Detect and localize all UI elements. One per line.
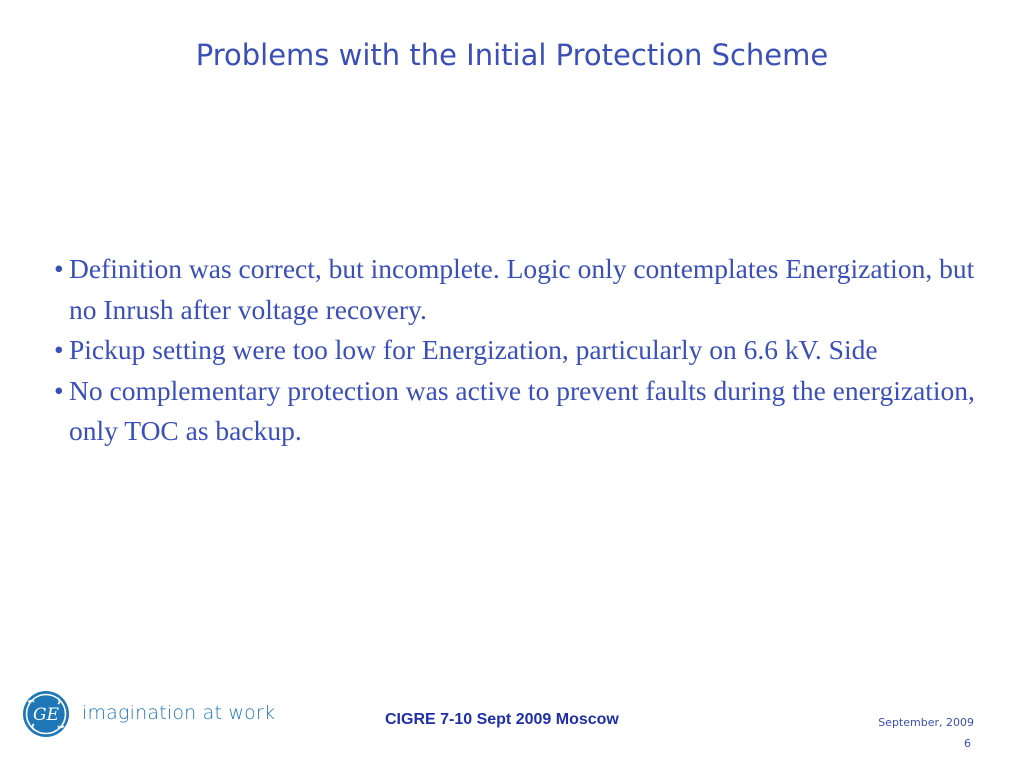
ge-logo-text: GE (33, 705, 59, 725)
tagline: imagination at work (82, 702, 276, 724)
page-number: 6 (964, 737, 971, 750)
bullet-text: Pickup setting were too low for Energization, particularly on 6.6 kV. Side (69, 334, 878, 365)
bullet-text: Definition was correct, but incomplete. Logic only contemplates Energization, but no Inrush after voltage recovery. (69, 253, 975, 325)
bullet-marker: • (54, 374, 64, 406)
ge-monogram-icon (22, 690, 70, 738)
bullet-marker: • (54, 334, 64, 365)
bullet-list (54, 249, 984, 452)
bullet-item (54, 371, 984, 452)
bullet-item (54, 249, 984, 330)
date-label: September, 2009 (878, 716, 974, 729)
bullet-marker: • (54, 253, 64, 284)
bullet-text: No complementary protection was active to prevent faults during the energization, only TOC as backup. (69, 374, 975, 446)
bullet-item (54, 330, 984, 371)
conference-label: CIGRE 7-10 Sept 2009 Moscow (385, 711, 619, 728)
slide-title: Problems with the Initial Protection Scheme (195, 38, 829, 72)
